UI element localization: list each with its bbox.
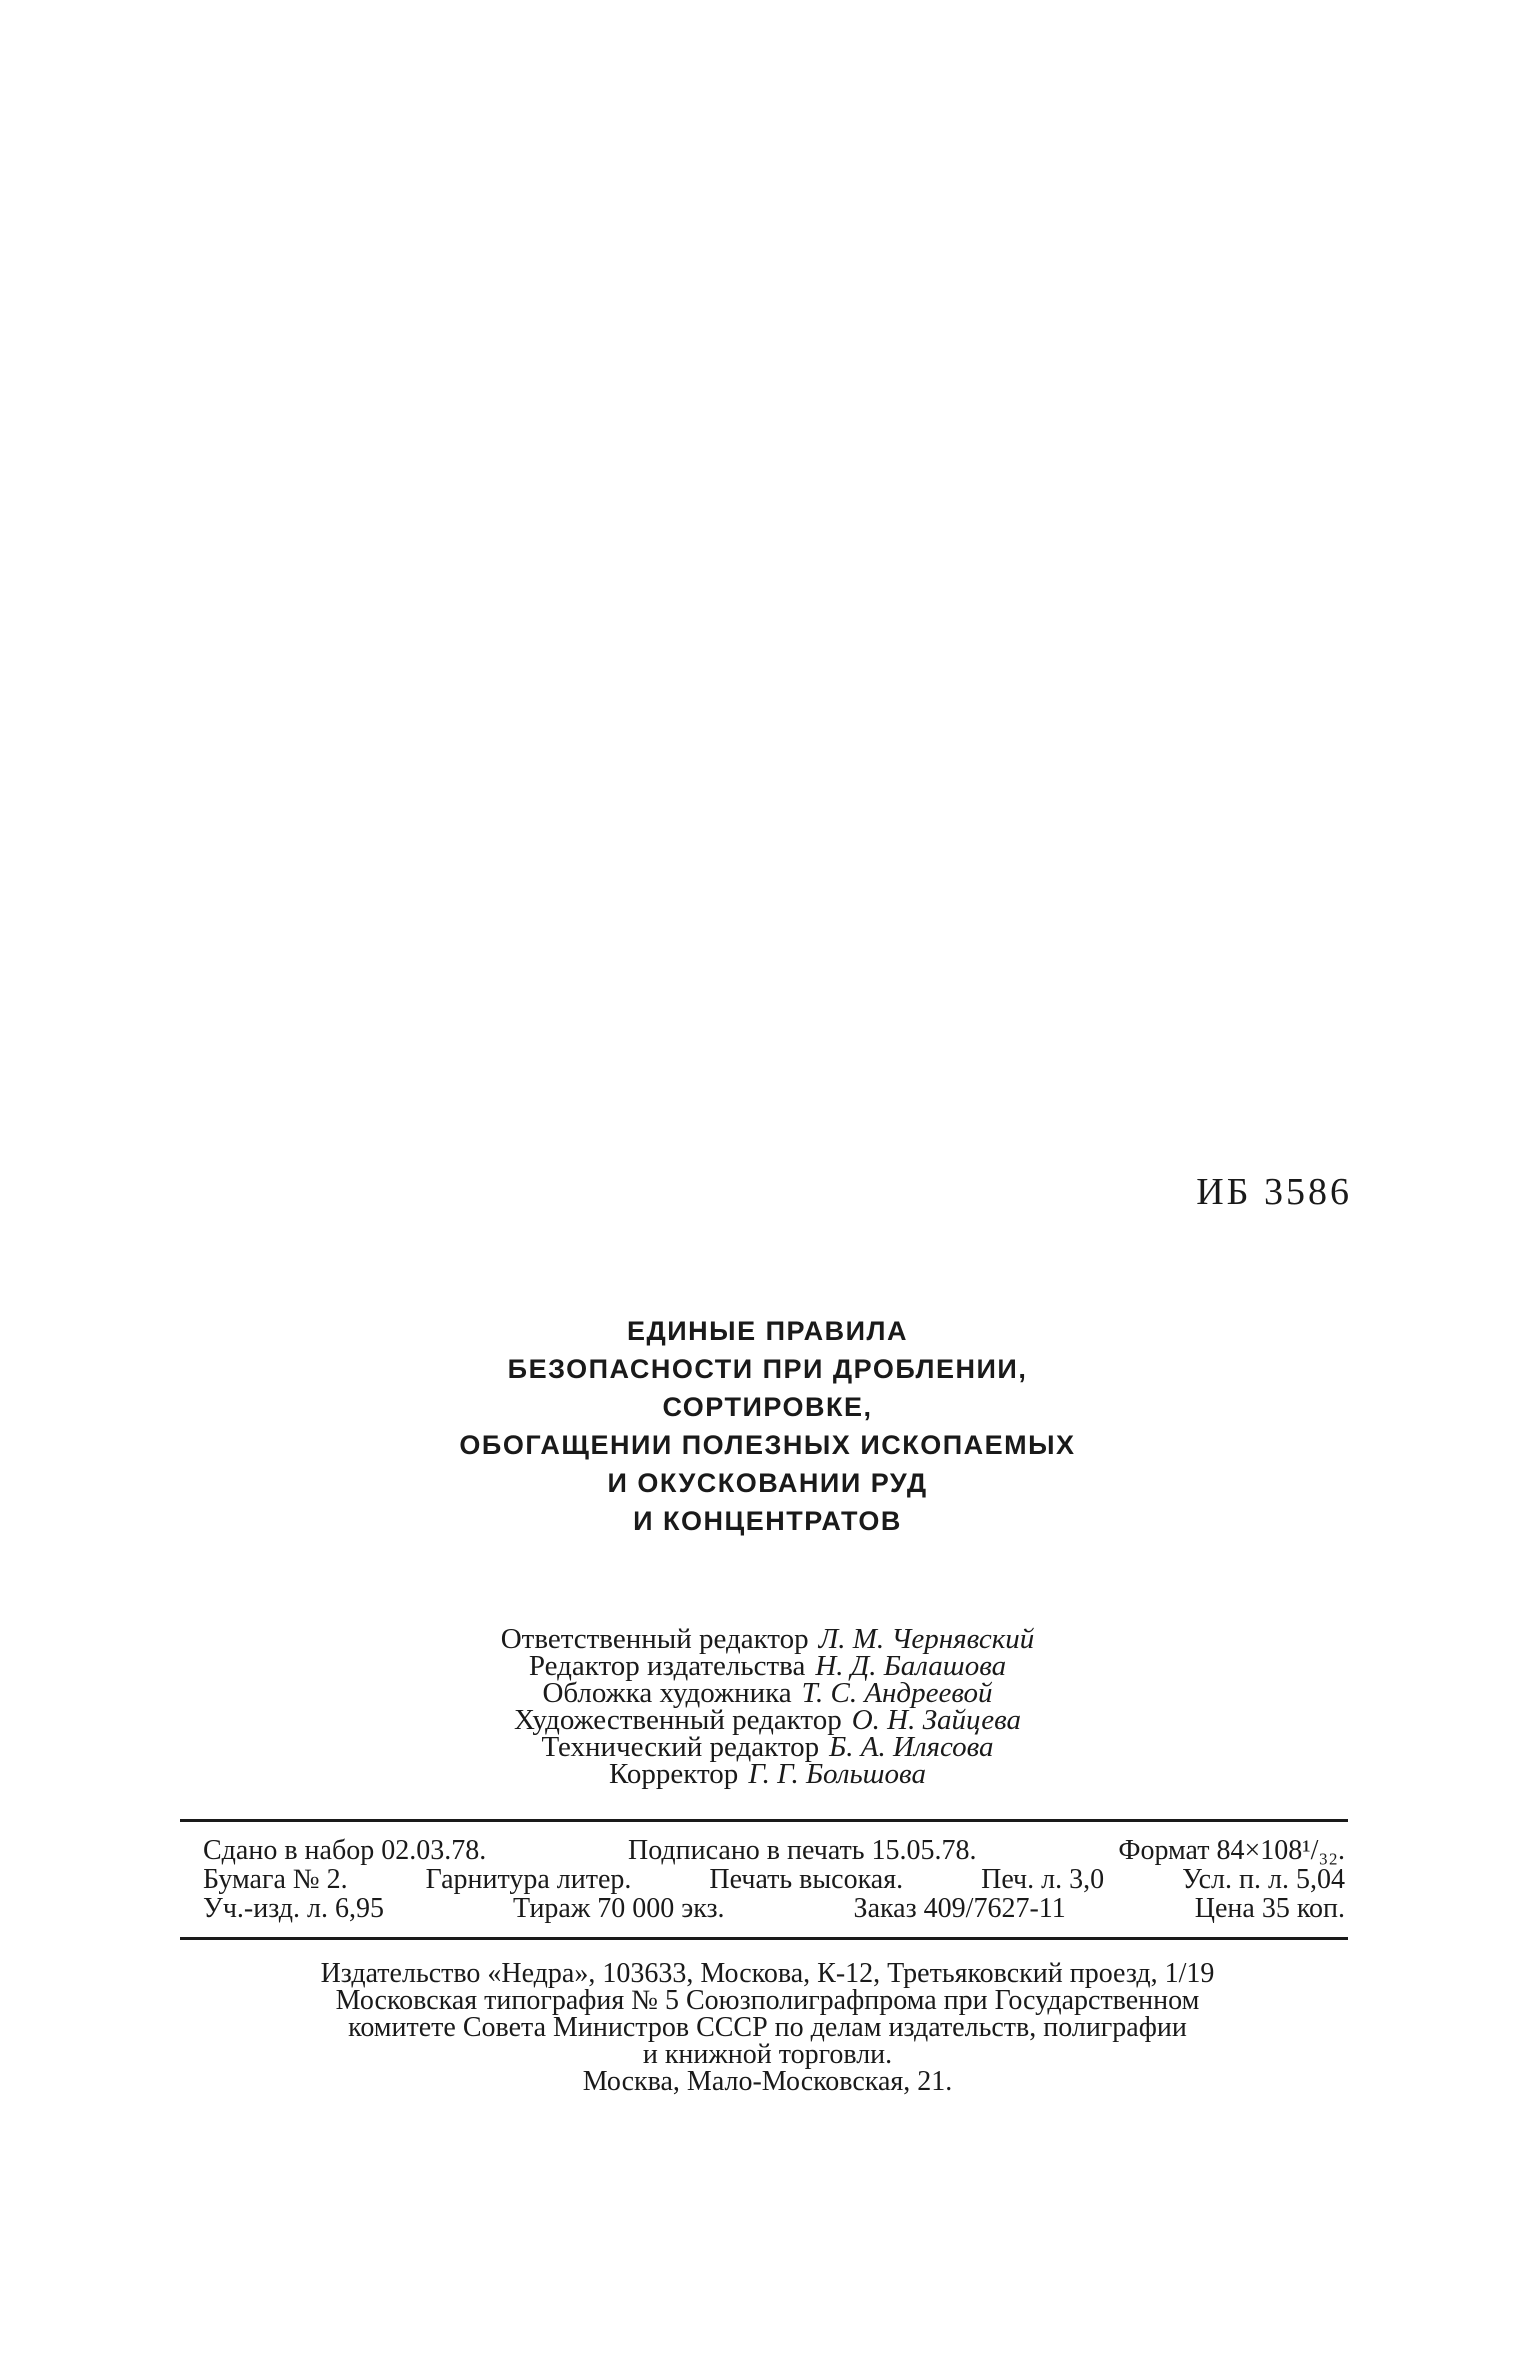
credit-role: Художественный редактор [514, 1704, 842, 1736]
title-line: ЕДИНЫЕ ПРАВИЛА [627, 1316, 908, 1346]
publisher-line: комитете Совета Министров СССР по делам издательств, полиграфии [348, 2012, 1187, 2043]
credit-name: Г. Г. Большова [748, 1758, 926, 1790]
credit-row [0, 1758, 1535, 1790]
imprint-item: Бумага № 2. [203, 1864, 348, 1895]
imprint-item: Тираж 70 000 экз. [513, 1893, 725, 1924]
credit-row [0, 1623, 1535, 1655]
credit-role: Технический редактор [541, 1731, 820, 1763]
imprint-line [203, 1894, 1345, 1923]
title-line: БЕЗОПАСНОСТИ ПРИ ДРОБЛЕНИИ, [507, 1354, 1028, 1384]
credit-row [0, 1650, 1535, 1682]
imprint-item: Печ. л. 3,0 [981, 1864, 1105, 1895]
imprint-item: Усл. п. л. 5,04 [1182, 1864, 1345, 1895]
title-line: ОБОГАЩЕНИИ ПОЛЕЗНЫХ ИСКОПАЕМЫХ [459, 1430, 1076, 1460]
ib-number: ИБ 3586 [1196, 1171, 1352, 1213]
book-title [0, 1312, 1535, 1540]
publisher-line: Издательство «Недра», 103633, Москова, К-12, Третьяковский проезд, 1/19 [320, 1958, 1215, 1989]
imprint-item: Уч.-изд. л. 6,95 [203, 1893, 384, 1924]
divider-bottom [180, 1937, 1348, 1940]
credit-role: Ответственный редактор [500, 1623, 809, 1655]
credit-name: Т. С. Андреевой [801, 1677, 993, 1709]
credit-row [0, 1677, 1535, 1709]
credit-role: Корректор [609, 1758, 739, 1790]
publisher-line: Московская типография № 5 Союзполиграфпрома при Государственном [335, 1985, 1200, 2016]
imprint-item: Гарнитура литер. [425, 1864, 632, 1895]
title-line: И КОНЦЕНТРАТОВ [633, 1506, 902, 1536]
credit-row [0, 1731, 1535, 1763]
publisher-block [0, 1960, 1535, 2095]
title-line: СОРТИРОВКЕ, [662, 1392, 873, 1422]
imprint-line [203, 1865, 1345, 1894]
imprint-line [203, 1836, 1345, 1865]
credit-name: Н. Д. Балашова [815, 1650, 1007, 1682]
imprint-block [203, 1836, 1345, 1923]
credit-row [0, 1704, 1535, 1736]
imprint-item: Формат 84×108¹/₃₂. [1118, 1835, 1345, 1866]
title-line: И ОКУСКОВАНИИ РУД [607, 1468, 928, 1498]
imprint-item: Заказ 409/7627-11 [853, 1893, 1066, 1924]
imprint-item: Сдано в набор 02.03.78. [203, 1835, 487, 1866]
imprint-item: Цена 35 коп. [1194, 1893, 1345, 1924]
credit-role: Редактор издательства [528, 1650, 806, 1682]
credit-name: О. Н. Зайцева [851, 1704, 1021, 1736]
imprint-item: Печать высокая. [709, 1864, 904, 1895]
divider-top [180, 1819, 1348, 1822]
credit-role: Обложка художника [542, 1677, 792, 1709]
credit-name: Б. А. Илясова [829, 1731, 994, 1763]
publisher-line: и книжной торговли. [642, 2039, 893, 2070]
imprint-item: Подписано в печать 15.05.78. [628, 1835, 977, 1866]
credit-name: Л. М. Чернявский [818, 1623, 1035, 1655]
publisher-line: Москва, Мало-Московская, 21. [582, 2066, 953, 2097]
credits-block [0, 1623, 1535, 1790]
